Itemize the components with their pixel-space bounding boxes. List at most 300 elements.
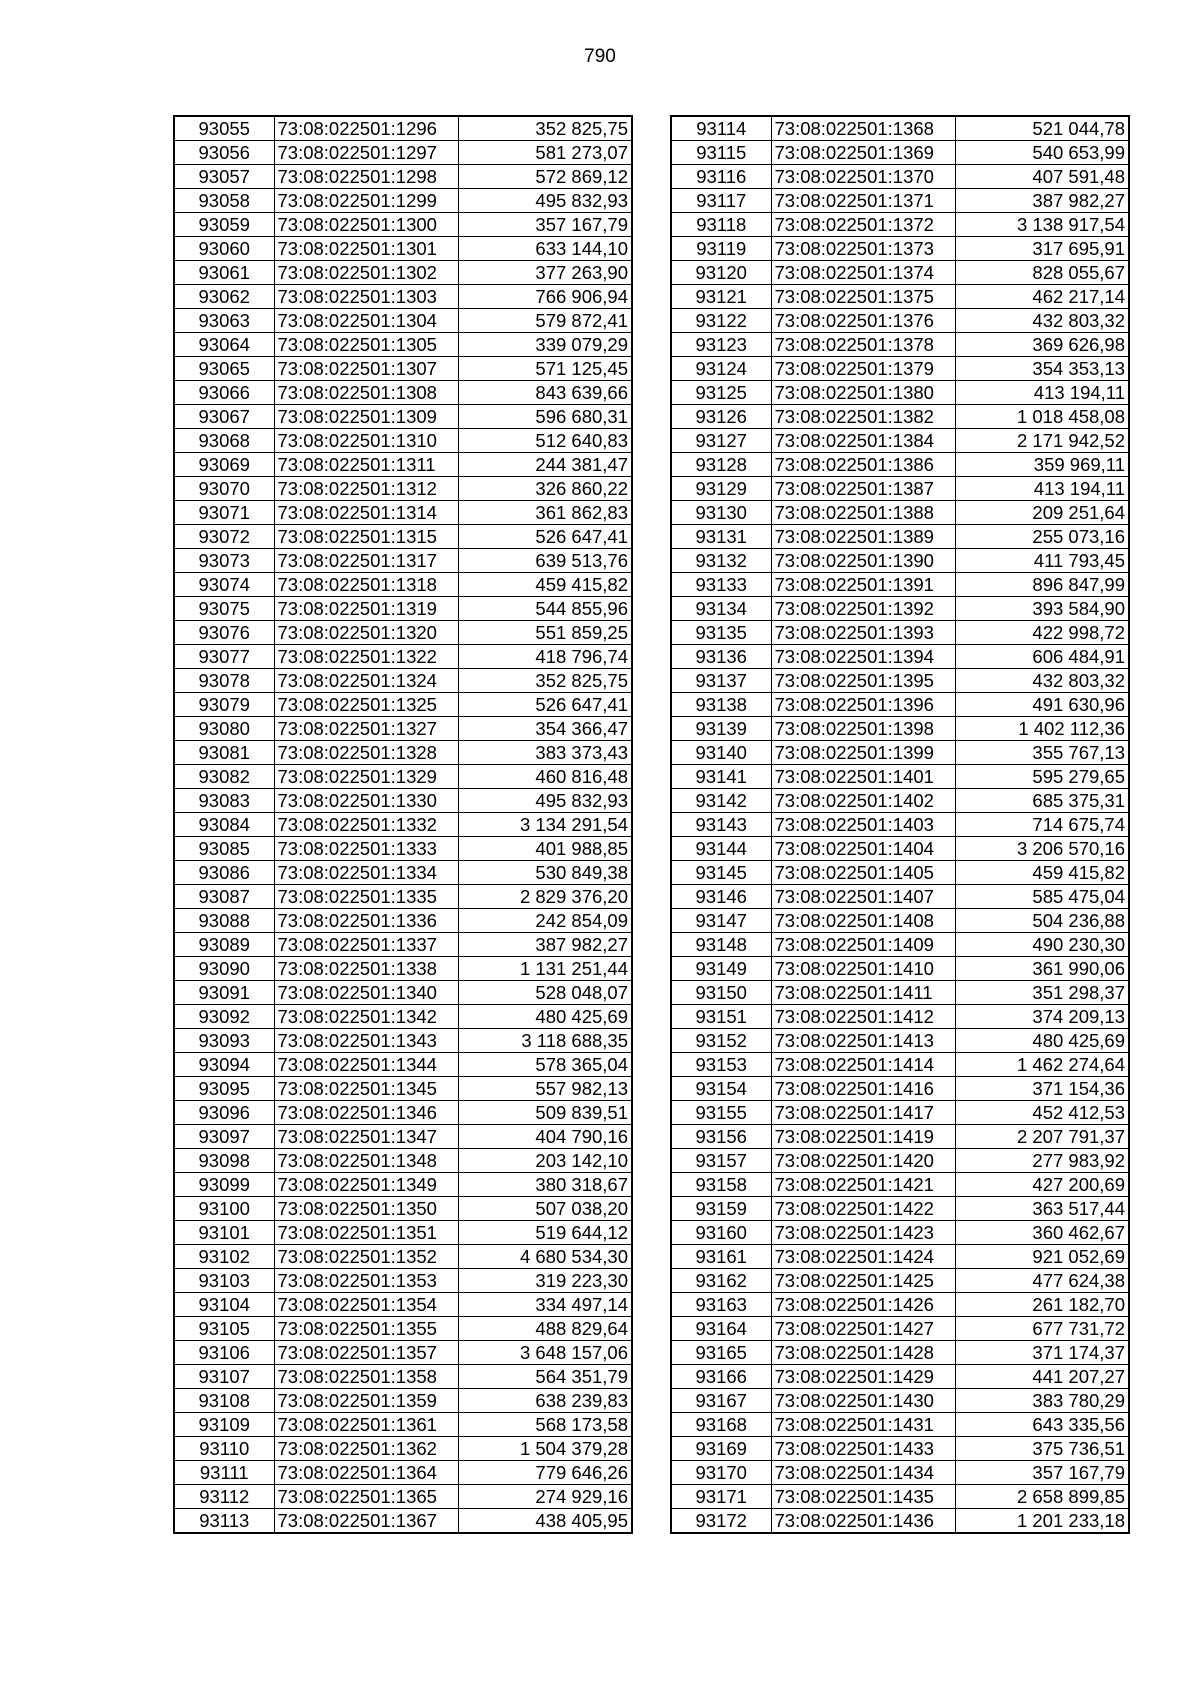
cadastral-value: 480 425,69: [955, 1029, 1129, 1053]
cadastral-value: 277 983,92: [955, 1149, 1129, 1173]
table-row: [174, 381, 632, 405]
cadastral-value: 606 484,91: [955, 645, 1129, 669]
row-number: 93158: [671, 1173, 771, 1197]
table-row: [174, 213, 632, 237]
cadastral-value: 585 475,04: [955, 885, 1129, 909]
cadastral-number: 73:08:022501:1398: [771, 717, 955, 741]
row-number: 93171: [671, 1485, 771, 1509]
cadastral-value: 526 647,41: [458, 525, 632, 549]
table-row: [671, 597, 1129, 621]
table-row: [174, 1077, 632, 1101]
table-row: [174, 405, 632, 429]
cadastral-value: 828 055,67: [955, 261, 1129, 285]
table-row: [174, 165, 632, 189]
row-number: 93172: [671, 1509, 771, 1534]
cadastral-value: 528 048,07: [458, 981, 632, 1005]
row-number: 93058: [174, 189, 274, 213]
cadastral-number: 73:08:022501:1312: [274, 477, 458, 501]
cadastral-number: 73:08:022501:1387: [771, 477, 955, 501]
table-row: [174, 765, 632, 789]
table-row: [671, 1437, 1129, 1461]
row-number: 93120: [671, 261, 771, 285]
row-number: 93060: [174, 237, 274, 261]
cadastral-number: 73:08:022501:1308: [274, 381, 458, 405]
table-row: [671, 1293, 1129, 1317]
cadastral-value: 355 767,13: [955, 741, 1129, 765]
cadastral-number: 73:08:022501:1417: [771, 1101, 955, 1125]
row-number: 93161: [671, 1245, 771, 1269]
cadastral-number: 73:08:022501:1431: [771, 1413, 955, 1437]
cadastral-number: 73:08:022501:1409: [771, 933, 955, 957]
cadastral-number: 73:08:022501:1317: [274, 549, 458, 573]
table-row: [671, 957, 1129, 981]
cadastral-value: 843 639,66: [458, 381, 632, 405]
cadastral-value: 477 624,38: [955, 1269, 1129, 1293]
table-row: [174, 1029, 632, 1053]
cadastral-value: 387 982,27: [458, 933, 632, 957]
cadastral-number: 73:08:022501:1324: [274, 669, 458, 693]
cadastral-number: 73:08:022501:1374: [771, 261, 955, 285]
row-number: 93170: [671, 1461, 771, 1485]
cadastral-number: 73:08:022501:1394: [771, 645, 955, 669]
table-row: [671, 477, 1129, 501]
cadastral-number: 73:08:022501:1352: [274, 1245, 458, 1269]
cadastral-value: 261 182,70: [955, 1293, 1129, 1317]
row-number: 93108: [174, 1389, 274, 1413]
cadastral-number: 73:08:022501:1419: [771, 1125, 955, 1149]
cadastral-number: 73:08:022501:1314: [274, 501, 458, 525]
cadastral-value: 438 405,95: [458, 1509, 632, 1534]
cadastral-table-right: [670, 115, 1130, 1534]
cadastral-value: 242 854,09: [458, 909, 632, 933]
cadastral-number: 73:08:022501:1407: [771, 885, 955, 909]
row-number: 93148: [671, 933, 771, 957]
cadastral-number: 73:08:022501:1329: [274, 765, 458, 789]
row-number: 93146: [671, 885, 771, 909]
row-number: 93111: [174, 1461, 274, 1485]
cadastral-value: 441 207,27: [955, 1365, 1129, 1389]
table-row: [174, 741, 632, 765]
cadastral-number: 73:08:022501:1340: [274, 981, 458, 1005]
row-number: 93085: [174, 837, 274, 861]
table-row: [174, 981, 632, 1005]
row-number: 93115: [671, 141, 771, 165]
table-row: [174, 477, 632, 501]
cadastral-number: 73:08:022501:1299: [274, 189, 458, 213]
table-row: [174, 1005, 632, 1029]
table-row: [174, 116, 632, 141]
row-number: 93122: [671, 309, 771, 333]
cadastral-value: 595 279,65: [955, 765, 1129, 789]
cadastral-number: 73:08:022501:1307: [274, 357, 458, 381]
cadastral-value: 383 780,29: [955, 1389, 1129, 1413]
table-row: [174, 357, 632, 381]
table-row: [174, 885, 632, 909]
row-number: 93067: [174, 405, 274, 429]
cadastral-number: 73:08:022501:1346: [274, 1101, 458, 1125]
row-number: 93153: [671, 1053, 771, 1077]
cadastral-value: 519 644,12: [458, 1221, 632, 1245]
cadastral-value: 393 584,90: [955, 597, 1129, 621]
table-row: [671, 1509, 1129, 1534]
table-row: [174, 261, 632, 285]
cadastral-number: 73:08:022501:1358: [274, 1365, 458, 1389]
table-row: [671, 453, 1129, 477]
row-number: 93114: [671, 116, 771, 141]
cadastral-value: 544 855,96: [458, 597, 632, 621]
cadastral-value: 521 044,78: [955, 116, 1129, 141]
cadastral-number: 73:08:022501:1388: [771, 501, 955, 525]
row-number: 93069: [174, 453, 274, 477]
cadastral-number: 73:08:022501:1365: [274, 1485, 458, 1509]
cadastral-number: 73:08:022501:1327: [274, 717, 458, 741]
cadastral-value: 326 860,22: [458, 477, 632, 501]
cadastral-value: 2 207 791,37: [955, 1125, 1129, 1149]
cadastral-value: 3 138 917,54: [955, 213, 1129, 237]
table-row: [671, 1269, 1129, 1293]
row-number: 93103: [174, 1269, 274, 1293]
table-row: [174, 597, 632, 621]
cadastral-value: 551 859,25: [458, 621, 632, 645]
cadastral-number: 73:08:022501:1434: [771, 1461, 955, 1485]
cadastral-number: 73:08:022501:1424: [771, 1245, 955, 1269]
row-number: 93075: [174, 597, 274, 621]
table-row: [174, 1221, 632, 1245]
cadastral-value: 530 849,38: [458, 861, 632, 885]
row-number: 93169: [671, 1437, 771, 1461]
table-row: [671, 429, 1129, 453]
row-number: 93134: [671, 597, 771, 621]
table-row: [174, 141, 632, 165]
cadastral-value: 495 832,93: [458, 789, 632, 813]
cadastral-number: 73:08:022501:1423: [771, 1221, 955, 1245]
cadastral-number: 73:08:022501:1303: [274, 285, 458, 309]
cadastral-value: 512 640,83: [458, 429, 632, 453]
cadastral-number: 73:08:022501:1348: [274, 1149, 458, 1173]
table-row: [671, 1197, 1129, 1221]
table-row: [174, 309, 632, 333]
table-row: [671, 501, 1129, 525]
cadastral-value: 351 298,37: [955, 981, 1129, 1005]
cadastral-number: 73:08:022501:1399: [771, 741, 955, 765]
cadastral-number: 73:08:022501:1364: [274, 1461, 458, 1485]
cadastral-number: 73:08:022501:1297: [274, 141, 458, 165]
row-number: 93112: [174, 1485, 274, 1509]
cadastral-number: 73:08:022501:1429: [771, 1365, 955, 1389]
cadastral-number: 73:08:022501:1382: [771, 405, 955, 429]
cadastral-number: 73:08:022501:1319: [274, 597, 458, 621]
cadastral-value: 209 251,64: [955, 501, 1129, 525]
cadastral-number: 73:08:022501:1425: [771, 1269, 955, 1293]
table-row: [671, 741, 1129, 765]
row-number: 93137: [671, 669, 771, 693]
row-number: 93150: [671, 981, 771, 1005]
row-number: 93083: [174, 789, 274, 813]
table-row: [671, 165, 1129, 189]
table-row: [671, 1245, 1129, 1269]
cadastral-number: 73:08:022501:1343: [274, 1029, 458, 1053]
cadastral-number: 73:08:022501:1305: [274, 333, 458, 357]
table-row: [671, 237, 1129, 261]
row-number: 93109: [174, 1413, 274, 1437]
cadastral-number: 73:08:022501:1420: [771, 1149, 955, 1173]
row-number: 93092: [174, 1005, 274, 1029]
row-number: 93064: [174, 333, 274, 357]
cadastral-number: 73:08:022501:1333: [274, 837, 458, 861]
cadastral-value: 638 239,83: [458, 1389, 632, 1413]
cadastral-number: 73:08:022501:1328: [274, 741, 458, 765]
cadastral-number: 73:08:022501:1296: [274, 116, 458, 141]
row-number: 93084: [174, 813, 274, 837]
row-number: 93106: [174, 1341, 274, 1365]
row-number: 93057: [174, 165, 274, 189]
cadastral-number: 73:08:022501:1342: [274, 1005, 458, 1029]
row-number: 93097: [174, 1125, 274, 1149]
cadastral-value: 579 872,41: [458, 309, 632, 333]
cadastral-value: 1 462 274,64: [955, 1053, 1129, 1077]
cadastral-number: 73:08:022501:1373: [771, 237, 955, 261]
cadastral-value: 244 381,47: [458, 453, 632, 477]
table-row: [671, 261, 1129, 285]
cadastral-value: 568 173,58: [458, 1413, 632, 1437]
cadastral-number: 73:08:022501:1351: [274, 1221, 458, 1245]
cadastral-value: 401 988,85: [458, 837, 632, 861]
cadastral-number: 73:08:022501:1401: [771, 765, 955, 789]
cadastral-value: 361 990,06: [955, 957, 1129, 981]
cadastral-number: 73:08:022501:1396: [771, 693, 955, 717]
row-number: 93105: [174, 1317, 274, 1341]
table-row: [671, 765, 1129, 789]
row-number: 93107: [174, 1365, 274, 1389]
table-row: [174, 789, 632, 813]
row-number: 93163: [671, 1293, 771, 1317]
row-number: 93132: [671, 549, 771, 573]
cadastral-value: 2 829 376,20: [458, 885, 632, 909]
table-row: [671, 213, 1129, 237]
row-number: 93131: [671, 525, 771, 549]
table-row: [671, 1221, 1129, 1245]
cadastral-value: 319 223,30: [458, 1269, 632, 1293]
cadastral-number: 73:08:022501:1354: [274, 1293, 458, 1317]
cadastral-number: 73:08:022501:1413: [771, 1029, 955, 1053]
cadastral-number: 73:08:022501:1359: [274, 1389, 458, 1413]
cadastral-number: 73:08:022501:1347: [274, 1125, 458, 1149]
cadastral-number: 73:08:022501:1318: [274, 573, 458, 597]
cadastral-value: 504 236,88: [955, 909, 1129, 933]
cadastral-value: 3 648 157,06: [458, 1341, 632, 1365]
table-row: [174, 837, 632, 861]
cadastral-number: 73:08:022501:1375: [771, 285, 955, 309]
cadastral-value: 480 425,69: [458, 1005, 632, 1029]
cadastral-value: 491 630,96: [955, 693, 1129, 717]
cadastral-number: 73:08:022501:1390: [771, 549, 955, 573]
table-row: [671, 1077, 1129, 1101]
table-row: [671, 621, 1129, 645]
row-number: 93159: [671, 1197, 771, 1221]
row-number: 93124: [671, 357, 771, 381]
cadastral-number: 73:08:022501:1380: [771, 381, 955, 405]
row-number: 93071: [174, 501, 274, 525]
cadastral-value: 360 462,67: [955, 1221, 1129, 1245]
row-number: 93074: [174, 573, 274, 597]
row-number: 93147: [671, 909, 771, 933]
cadastral-value: 3 118 688,35: [458, 1029, 632, 1053]
table-row: [174, 669, 632, 693]
cadastral-number: 73:08:022501:1300: [274, 213, 458, 237]
cadastral-value: 495 832,93: [458, 189, 632, 213]
cadastral-number: 73:08:022501:1298: [274, 165, 458, 189]
cadastral-value: 714 675,74: [955, 813, 1129, 837]
cadastral-value: 363 517,44: [955, 1197, 1129, 1221]
row-number: 93139: [671, 717, 771, 741]
row-number: 93055: [174, 116, 274, 141]
cadastral-number: 73:08:022501:1353: [274, 1269, 458, 1293]
cadastral-value: 4 680 534,30: [458, 1245, 632, 1269]
cadastral-number: 73:08:022501:1345: [274, 1077, 458, 1101]
table-row: [671, 381, 1129, 405]
row-number: 93117: [671, 189, 771, 213]
row-number: 93128: [671, 453, 771, 477]
row-number: 93094: [174, 1053, 274, 1077]
cadastral-number: 73:08:022501:1378: [771, 333, 955, 357]
row-number: 93152: [671, 1029, 771, 1053]
cadastral-value: 1 201 233,18: [955, 1509, 1129, 1534]
table-row: [671, 1461, 1129, 1485]
table-row: [174, 1245, 632, 1269]
cadastral-value: 354 366,47: [458, 717, 632, 741]
cadastral-value: 3 134 291,54: [458, 813, 632, 837]
table-row: [174, 1341, 632, 1365]
cadastral-value: 413 194,11: [955, 381, 1129, 405]
table-row: [174, 717, 632, 741]
table-row: [671, 1149, 1129, 1173]
table-row: [174, 1485, 632, 1509]
table-row: [174, 525, 632, 549]
row-number: 93095: [174, 1077, 274, 1101]
row-number: 93142: [671, 789, 771, 813]
row-number: 93151: [671, 1005, 771, 1029]
table-row: [671, 1173, 1129, 1197]
row-number: 93098: [174, 1149, 274, 1173]
cadastral-value: 2 171 942,52: [955, 429, 1129, 453]
row-number: 93144: [671, 837, 771, 861]
cadastral-value: 526 647,41: [458, 693, 632, 717]
row-number: 93123: [671, 333, 771, 357]
row-number: 93076: [174, 621, 274, 645]
cadastral-number: 73:08:022501:1386: [771, 453, 955, 477]
row-number: 93119: [671, 237, 771, 261]
cadastral-value: 374 209,13: [955, 1005, 1129, 1029]
cadastral-value: 639 513,76: [458, 549, 632, 573]
cadastral-value: 352 825,75: [458, 116, 632, 141]
row-number: 93110: [174, 1437, 274, 1461]
table-row: [671, 525, 1129, 549]
cadastral-value: 633 144,10: [458, 237, 632, 261]
row-number: 93079: [174, 693, 274, 717]
table-row: [671, 861, 1129, 885]
cadastral-value: 459 415,82: [458, 573, 632, 597]
cadastral-table-left: [173, 115, 633, 1534]
cadastral-value: 2 658 899,85: [955, 1485, 1129, 1509]
table-row: [174, 1317, 632, 1341]
cadastral-value: 422 998,72: [955, 621, 1129, 645]
cadastral-number: 73:08:022501:1395: [771, 669, 955, 693]
table-row: [671, 1317, 1129, 1341]
table-row: [671, 645, 1129, 669]
cadastral-number: 73:08:022501:1411: [771, 981, 955, 1005]
table-row: [174, 501, 632, 525]
cadastral-number: 73:08:022501:1322: [274, 645, 458, 669]
row-number: 93100: [174, 1197, 274, 1221]
cadastral-value: 488 829,64: [458, 1317, 632, 1341]
row-number: 93062: [174, 285, 274, 309]
table-row: [671, 813, 1129, 837]
row-number: 93091: [174, 981, 274, 1005]
cadastral-number: 73:08:022501:1350: [274, 1197, 458, 1221]
cadastral-number: 73:08:022501:1408: [771, 909, 955, 933]
cadastral-value: 921 052,69: [955, 1245, 1129, 1269]
cadastral-number: 73:08:022501:1337: [274, 933, 458, 957]
cadastral-value: 509 839,51: [458, 1101, 632, 1125]
cadastral-number: 73:08:022501:1334: [274, 861, 458, 885]
cadastral-value: 459 415,82: [955, 861, 1129, 885]
row-number: 93077: [174, 645, 274, 669]
table-row: [174, 1125, 632, 1149]
cadastral-number: 73:08:022501:1310: [274, 429, 458, 453]
cadastral-value: 203 142,10: [458, 1149, 632, 1173]
table-row: [174, 237, 632, 261]
cadastral-number: 73:08:022501:1309: [274, 405, 458, 429]
cadastral-value: 352 825,75: [458, 669, 632, 693]
row-number: 93056: [174, 141, 274, 165]
table-row: [671, 1125, 1129, 1149]
table-row: [174, 645, 632, 669]
cadastral-number: 73:08:022501:1367: [274, 1509, 458, 1534]
row-number: 93072: [174, 525, 274, 549]
table-row: [174, 861, 632, 885]
row-number: 93155: [671, 1101, 771, 1125]
page-number: 790: [584, 46, 616, 67]
cadastral-number: 73:08:022501:1357: [274, 1341, 458, 1365]
table-row: [671, 1485, 1129, 1509]
cadastral-number: 73:08:022501:1410: [771, 957, 955, 981]
row-number: 93061: [174, 261, 274, 285]
cadastral-number: 73:08:022501:1416: [771, 1077, 955, 1101]
table-row: [671, 1341, 1129, 1365]
row-number: 93167: [671, 1389, 771, 1413]
table-row: [174, 1269, 632, 1293]
row-number: 93093: [174, 1029, 274, 1053]
cadastral-number: 73:08:022501:1336: [274, 909, 458, 933]
row-number: 93160: [671, 1221, 771, 1245]
row-number: 93127: [671, 429, 771, 453]
cadastral-number: 73:08:022501:1355: [274, 1317, 458, 1341]
table-row: [671, 573, 1129, 597]
cadastral-value: 255 073,16: [955, 525, 1129, 549]
cadastral-number: 73:08:022501:1391: [771, 573, 955, 597]
table-row: [671, 116, 1129, 141]
row-number: 93162: [671, 1269, 771, 1293]
table-row: [174, 621, 632, 645]
table-row: [671, 333, 1129, 357]
cadastral-number: 73:08:022501:1330: [274, 789, 458, 813]
row-number: 93059: [174, 213, 274, 237]
cadastral-number: 73:08:022501:1427: [771, 1317, 955, 1341]
cadastral-number: 73:08:022501:1371: [771, 189, 955, 213]
cadastral-value: 413 194,11: [955, 477, 1129, 501]
row-number: 93090: [174, 957, 274, 981]
cadastral-value: 361 862,83: [458, 501, 632, 525]
